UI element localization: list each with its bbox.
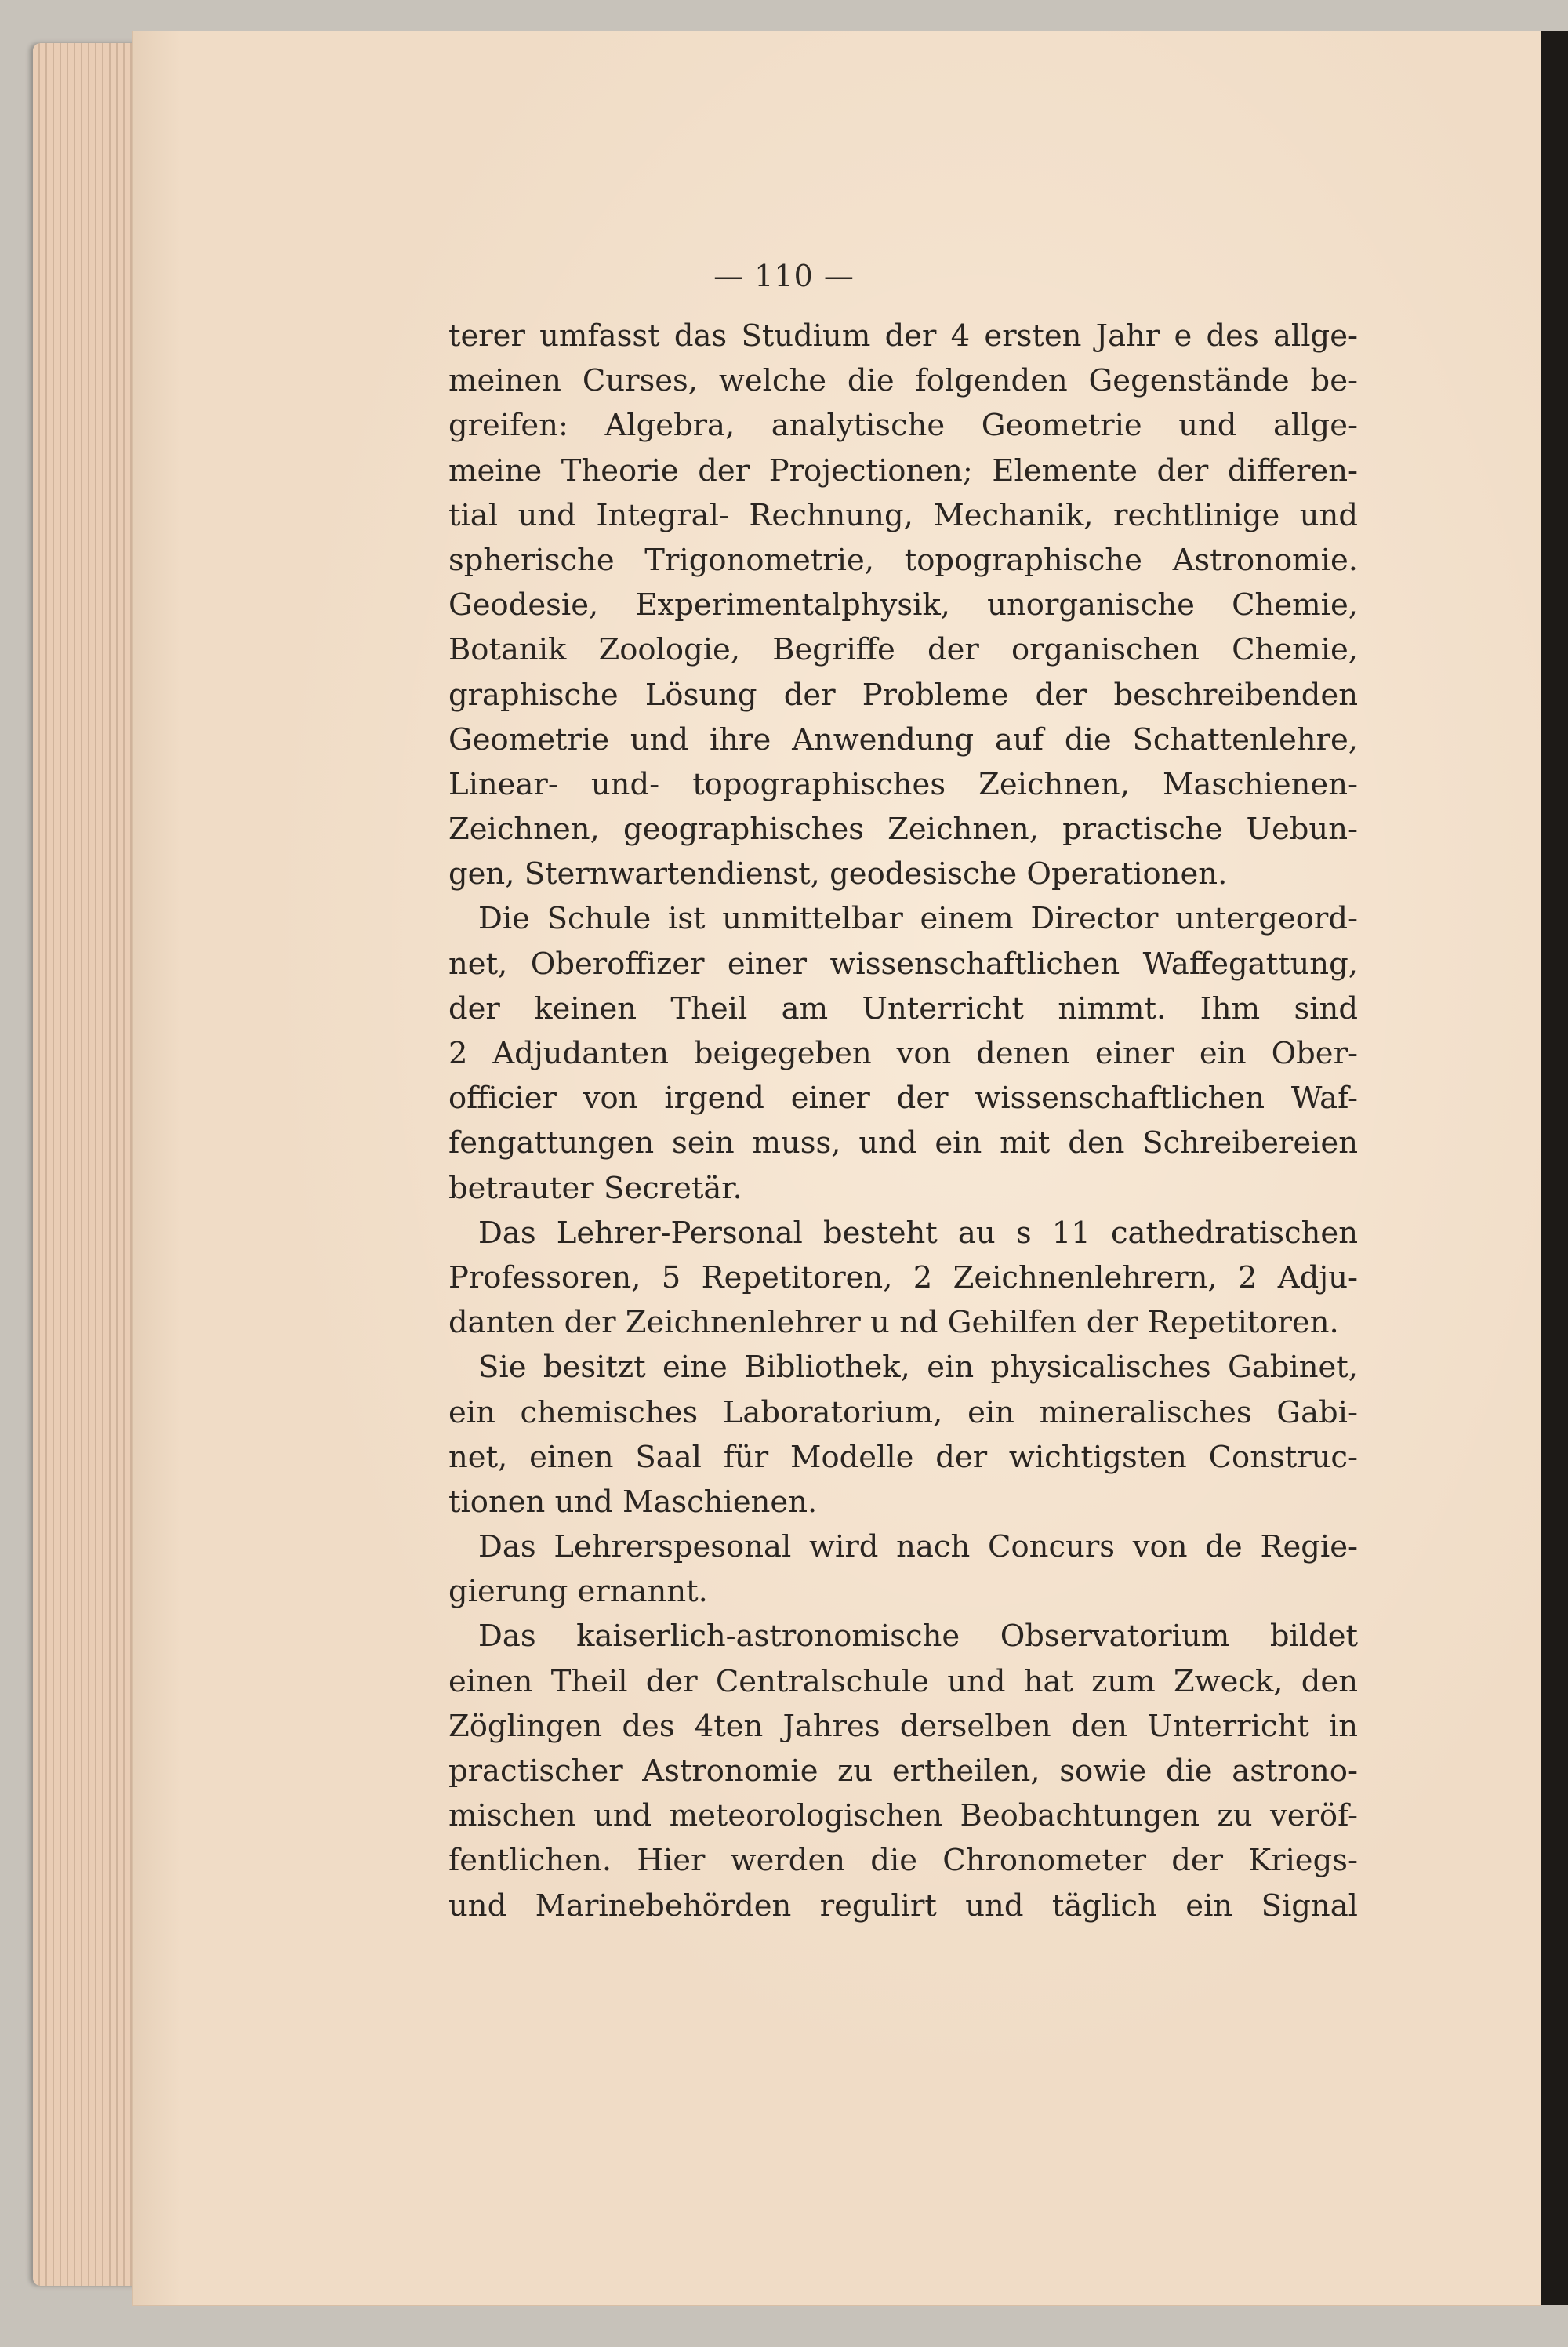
text-line: Botanik Zoologie, Begriffe der organischen Chemie, bbox=[448, 632, 1358, 668]
text-line: mischen und meteorologischen Beobachtungen zu veröf- bbox=[448, 1798, 1358, 1834]
text-line: Linear- und- topographisches Zeichnen, Maschienen- bbox=[448, 766, 1358, 802]
text-line: graphische Lösung der Probleme der beschreibenden bbox=[448, 677, 1358, 713]
text-line: Das kaiserlich-astronomische Observatorium bildet bbox=[478, 1619, 1358, 1655]
text-line: der keinen Theil am Unterricht nimmt. Ihm sind bbox=[448, 990, 1358, 1026]
paragraph bbox=[448, 1211, 1358, 1346]
text-line: gierung ernannt. bbox=[448, 1574, 708, 1610]
text-line: terer umfasst das Studium der 4 ersten Jahr e des allge- bbox=[448, 318, 1358, 354]
text-line: einen Theil der Centralschule und hat zum Zweck, den bbox=[448, 1663, 1358, 1699]
text-line: Zeichnen, geographisches Zeichnen, practische Uebun- bbox=[448, 812, 1358, 848]
text-line: fengattungen sein muss, und ein mit den Schreibereien bbox=[448, 1125, 1358, 1161]
text-line: Zöglingen des 4ten Jahres derselben den Unterricht in bbox=[448, 1708, 1358, 1744]
text-line: 2 Adjudanten beigegeben von denen einer ein Ober- bbox=[448, 1036, 1358, 1071]
text-line: gen, Sternwartendienst, geodesische Operationen. bbox=[448, 856, 1228, 892]
page-stack-edges bbox=[33, 43, 143, 2286]
text-line: Geometrie und ihre Anwendung auf die Schattenlehre, bbox=[448, 721, 1358, 758]
text-line: officier von irgend einer der wissenschaftlichen Waf- bbox=[448, 1081, 1358, 1117]
text-line: net, einen Saal für Modelle der wichtigsten Construc- bbox=[448, 1439, 1358, 1475]
paragraph bbox=[448, 314, 1358, 896]
text-line: tial und Integral- Rechnung, Mechanik, rechtlinige und bbox=[448, 497, 1358, 533]
text-line: ein chemisches Laboratorium, ein mineralisches Gabi- bbox=[448, 1394, 1358, 1430]
text-line: tionen und Maschienen. bbox=[448, 1484, 818, 1520]
text-line: danten der Zeichnenlehrer u nd Gehilfen der Repetitoren. bbox=[448, 1305, 1339, 1341]
text-line: Das Lehrer-Personal besteht au s 11 cathedratischen bbox=[478, 1215, 1358, 1251]
text-line: Sie besitzt eine Bibliothek, ein physicalisches Gabinet, bbox=[478, 1350, 1358, 1386]
paragraph bbox=[448, 1524, 1358, 1614]
text-line: net, Oberoffizer einer wissenschaftlichen Waffegattung, bbox=[448, 946, 1358, 982]
paragraph bbox=[448, 1345, 1358, 1524]
text-line: Geodesie, Experimentalphysik, unorganische Chemie, bbox=[448, 587, 1358, 623]
text-line: meine Theorie der Projectionen; Elemente der differen- bbox=[448, 452, 1358, 489]
text-line: spherische Trigonometrie, topographische Astronomie. bbox=[448, 542, 1358, 578]
paragraph bbox=[448, 896, 1358, 1210]
page-number: — 110 — bbox=[713, 259, 855, 293]
right-page-gutter bbox=[1541, 31, 1568, 2305]
text-line: betrauter Secretär. bbox=[448, 1170, 742, 1206]
text-line: practischer Astronomie zu ertheilen, sowie die astrono- bbox=[448, 1753, 1358, 1789]
text-line: und Marinebehörden regulirt und täglich ein Signal bbox=[448, 1887, 1358, 1924]
text-line: Das Lehrerspesonal wird nach Concurs von de Regie- bbox=[478, 1529, 1358, 1565]
body-text bbox=[448, 314, 1358, 1928]
text-line: Die Schule ist unmittelbar einem Director untergeord- bbox=[478, 901, 1358, 937]
text-line: greifen: Algebra, analytische Geometrie und allge- bbox=[448, 408, 1358, 444]
text-line: meinen Curses, welche die folgenden Gegenstände be- bbox=[448, 363, 1358, 399]
paragraph bbox=[448, 1614, 1358, 1927]
text-line: fentlichen. Hier werden die Chronometer der Kriegs- bbox=[448, 1843, 1358, 1879]
text-line: Professoren, 5 Repetitoren, 2 Zeichnenlehrern, 2 Adju- bbox=[448, 1259, 1358, 1295]
